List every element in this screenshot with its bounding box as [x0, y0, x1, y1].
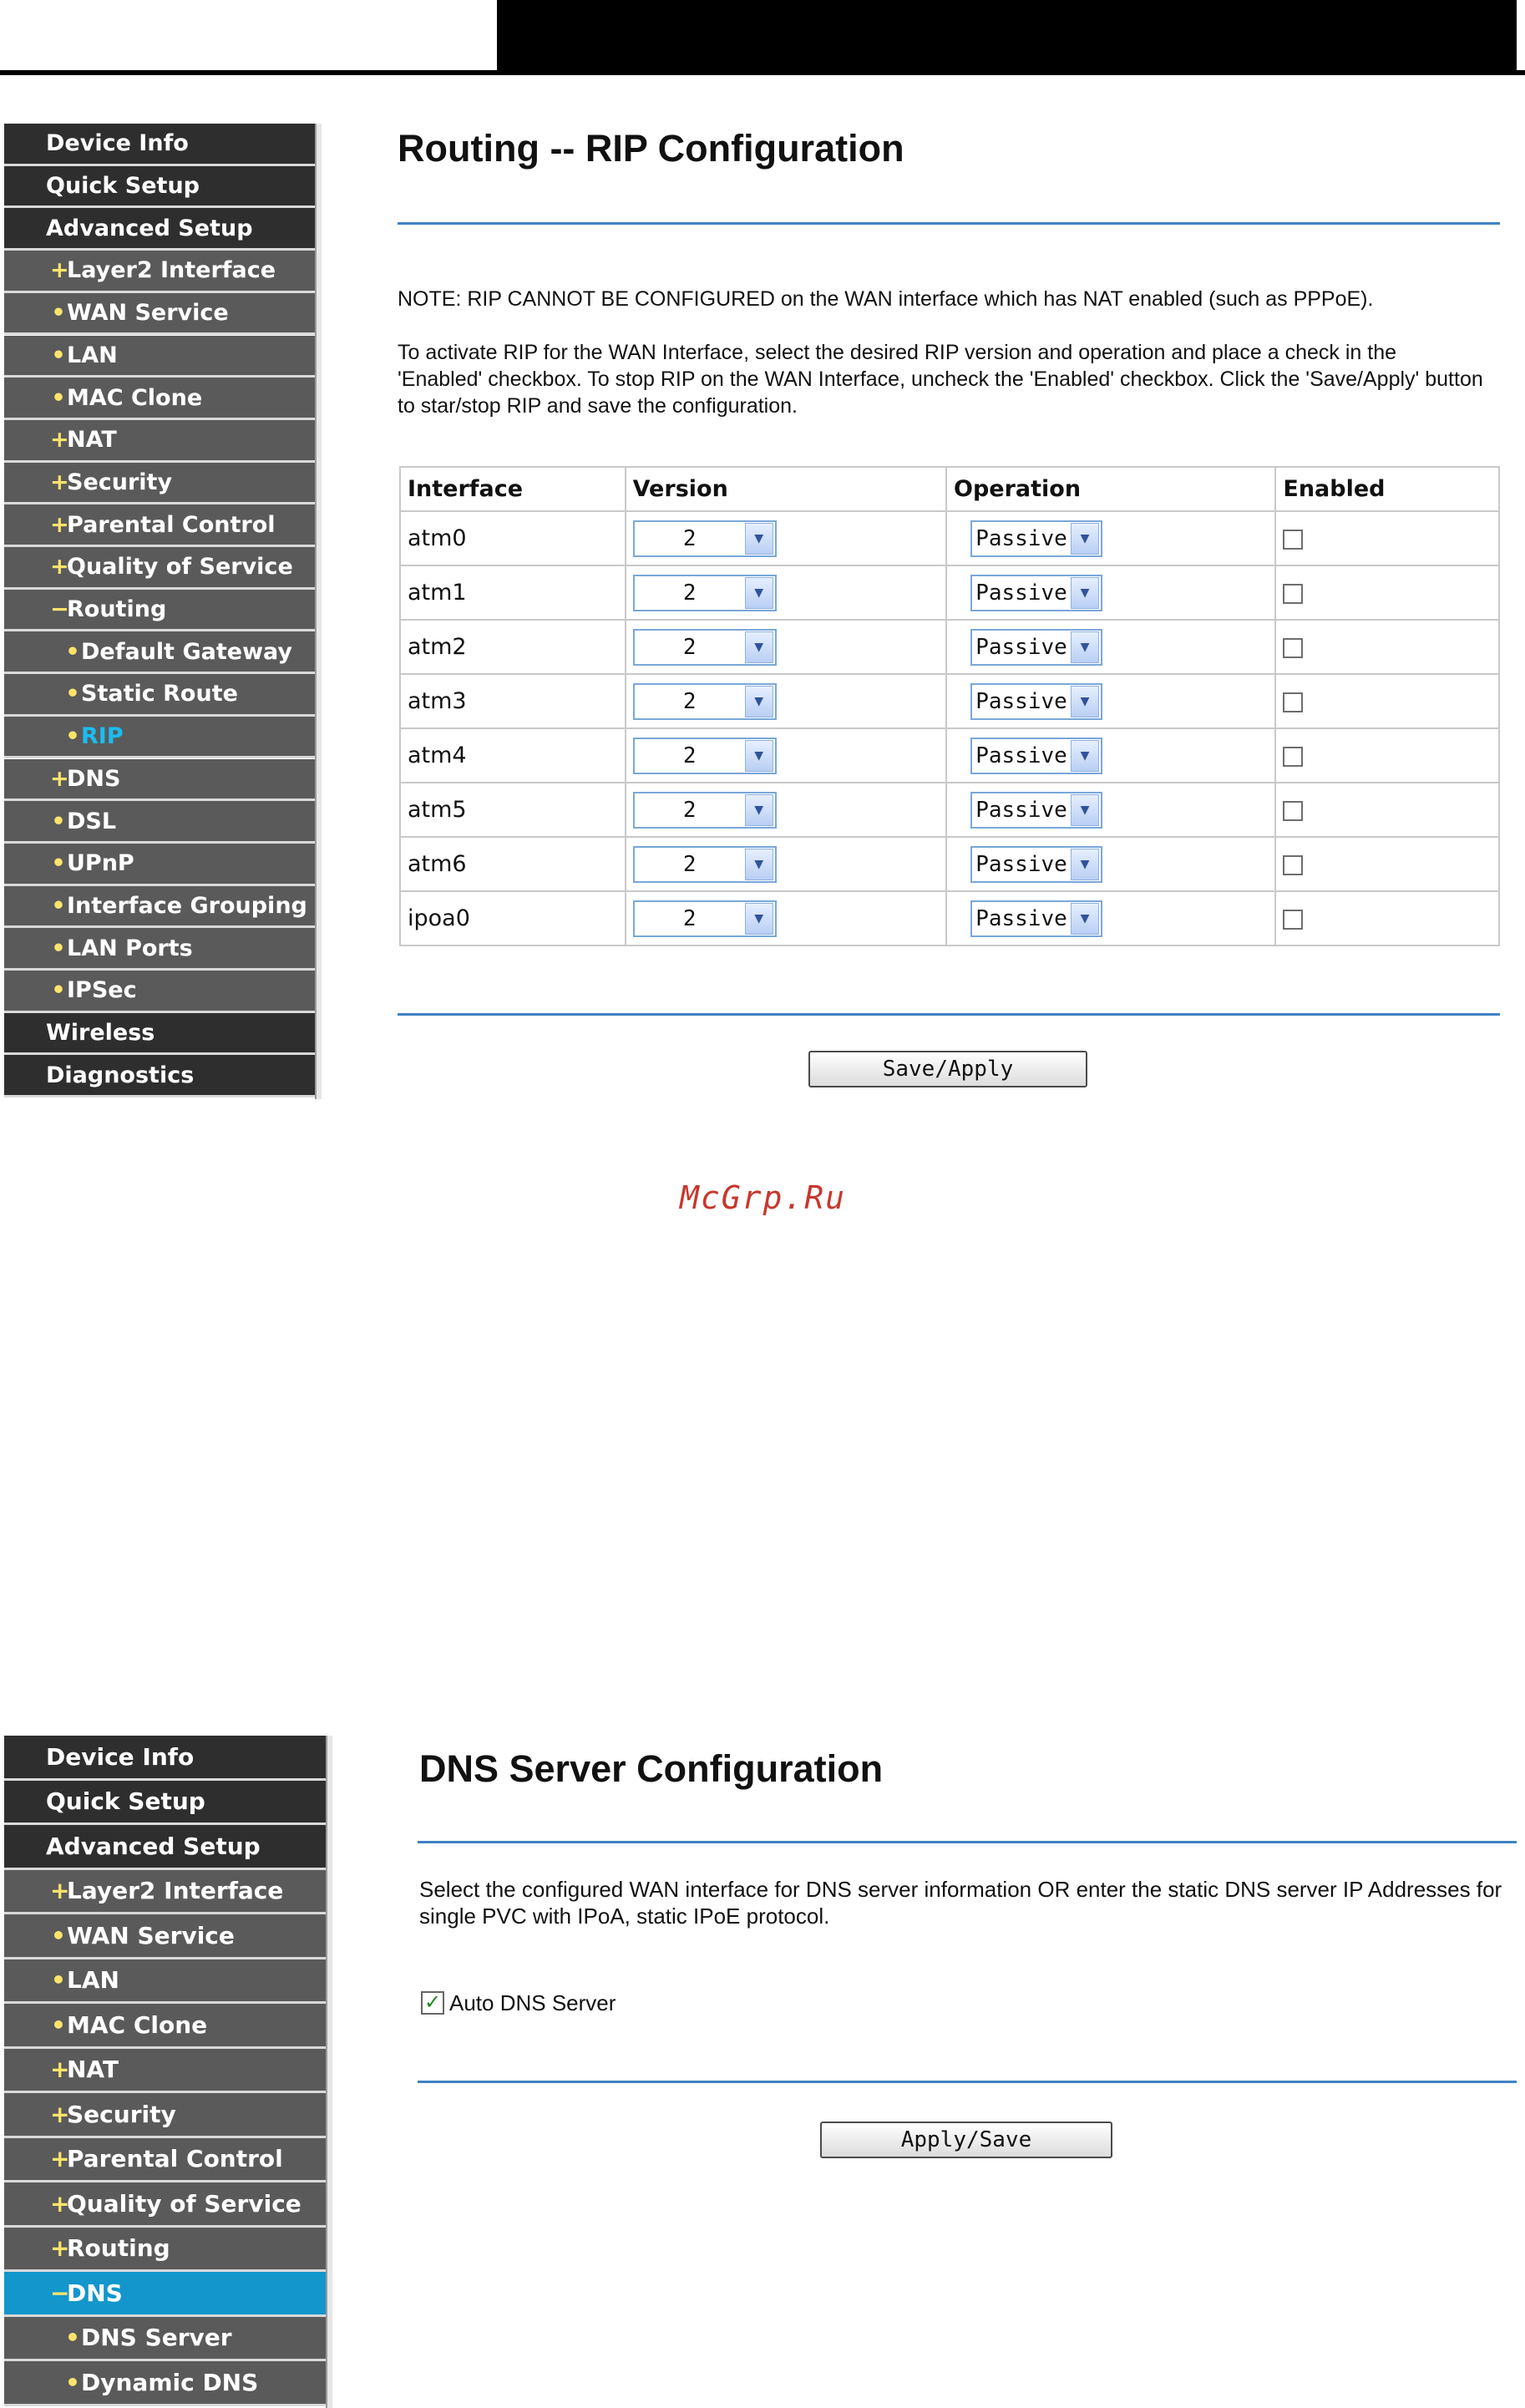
enabled-checkbox[interactable]	[1283, 910, 1303, 930]
sidebar-item-label: Parental Control	[67, 511, 276, 538]
rip-config-panel	[326, 124, 1503, 1099]
sidebar-item-label: LAN	[67, 1966, 119, 1995]
chevron-down-icon: ▼	[745, 577, 773, 609]
bullet-icon: •	[51, 808, 66, 834]
bullet-icon: •	[51, 300, 66, 327]
enabled-cell	[1275, 783, 1499, 837]
enabled-checkbox[interactable]	[1283, 530, 1303, 550]
version-cell	[626, 891, 946, 945]
sidebar-item-dns-server[interactable]	[4, 2317, 332, 2362]
sidebar-item-routing[interactable]	[4, 2228, 332, 2273]
version-value: 2	[682, 525, 697, 551]
sidebar-item-label: Advanced Setup	[46, 215, 253, 241]
operation-value: Passive	[975, 634, 1067, 660]
expand-icon: +	[50, 257, 69, 284]
sidebar-item-layer2-interface[interactable]	[4, 1870, 332, 1915]
sidebar-item-label: Device Info	[46, 130, 189, 157]
sidebar-item-label: Quick Setup	[46, 173, 200, 200]
sidebar-item-dsl[interactable]	[4, 801, 322, 844]
bullet-icon: •	[51, 935, 66, 961]
bullet-icon: •	[51, 1966, 66, 1995]
sidebar-item-mac-clone[interactable]	[4, 2004, 332, 2049]
chevron-down-icon: ▼	[1071, 849, 1099, 880]
interface-cell: atm2	[400, 620, 626, 674]
version-cell	[626, 565, 946, 620]
chevron-down-icon: ▼	[745, 740, 773, 772]
sidebar-item-parental-control[interactable]	[4, 504, 322, 547]
expand-icon: +	[50, 469, 69, 495]
sidebar-item-dns[interactable]	[4, 2272, 332, 2317]
sidebar-item-label: DNS Server	[81, 2324, 232, 2352]
expand-icon: +	[50, 554, 69, 580]
column-header-version: Version	[626, 467, 946, 511]
expand-icon: +	[50, 511, 69, 538]
operation-cell	[946, 837, 1275, 891]
sidebar-item-quick-setup[interactable]	[4, 1781, 332, 1826]
version-value: 2	[682, 580, 697, 606]
operation-value: Passive	[975, 851, 1067, 877]
sidebar-item-label: Device Info	[46, 1742, 195, 1771]
collapse-icon: −	[50, 2279, 70, 2307]
version-select[interactable]	[633, 846, 777, 883]
table-row	[400, 891, 1499, 945]
enabled-checkbox[interactable]	[1283, 584, 1303, 604]
sidebar-item-label: DSL	[67, 808, 117, 834]
version-select[interactable]	[633, 738, 777, 774]
operation-select[interactable]	[970, 846, 1102, 883]
version-select[interactable]	[633, 520, 777, 557]
sidebar-item-label: Quick Setup	[46, 1787, 205, 1816]
apply-save-button[interactable]: Apply/Save	[820, 2122, 1112, 2158]
expand-icon: +	[50, 2056, 70, 2084]
interface-cell: atm5	[400, 783, 626, 837]
sidebar-edge	[315, 124, 322, 1099]
bullet-icon: •	[65, 638, 80, 665]
sidebar-item-label: WAN Service	[67, 300, 229, 327]
sidebar-item-security[interactable]	[4, 2093, 332, 2138]
enabled-cell	[1275, 728, 1499, 783]
sidebar-item-interface-grouping[interactable]	[4, 886, 322, 929]
sidebar-item-static-route[interactable]	[4, 674, 322, 717]
table-row	[400, 620, 1499, 674]
operation-select[interactable]	[970, 629, 1102, 666]
version-value: 2	[682, 634, 697, 660]
save-apply-button[interactable]: Save/Apply	[808, 1051, 1087, 1087]
sidebar-item-label: DNS	[67, 765, 121, 792]
sidebar-item-label: WAN Service	[67, 1921, 235, 1949]
operation-select[interactable]	[970, 575, 1102, 611]
table-header-row	[400, 467, 1499, 511]
sidebar-item-nat[interactable]	[4, 2049, 332, 2094]
sidebar-item-label: MAC Clone	[67, 384, 203, 411]
rip-instructions: To activate RIP for the WAN Interface, select the desired RIP version and operation and place a check in the 'Enabled' checkbox. To stop RIP on the WAN Interface, uncheck the 'Enabled' checkbox. Click the 'Save/Apply' button to star/stop RIP and save the configuration.	[398, 341, 1483, 418]
sidebar-item-label: Security	[67, 2100, 176, 2128]
enabled-checkbox[interactable]	[1283, 855, 1303, 875]
chevron-down-icon: ▼	[1071, 577, 1099, 609]
operation-cell	[946, 565, 1275, 620]
sidebar-item-label: NAT	[67, 2056, 119, 2084]
version-select[interactable]	[633, 792, 777, 829]
sidebar-nav-dns	[4, 1736, 332, 2408]
chevron-down-icon: ▼	[745, 903, 773, 935]
sidebar-item-label: RIP	[81, 723, 124, 750]
sidebar-item-lan[interactable]	[4, 1959, 332, 2005]
sidebar-item-label: Interface Grouping	[67, 892, 307, 919]
sidebar-item-label: Routing	[67, 2234, 170, 2263]
version-value: 2	[682, 688, 697, 714]
enabled-cell	[1275, 565, 1499, 620]
sidebar-item-upnp[interactable]	[4, 844, 322, 886]
sidebar-item-label: Quality of Service	[67, 2189, 301, 2218]
operation-select[interactable]	[970, 520, 1102, 557]
operation-select[interactable]	[970, 792, 1102, 829]
expand-icon: +	[50, 2189, 70, 2218]
title-divider	[398, 222, 1500, 225]
chevron-down-icon: ▼	[1071, 631, 1099, 663]
chevron-down-icon: ▼	[745, 794, 773, 826]
table-row	[400, 674, 1499, 728]
bullet-icon: •	[51, 342, 66, 368]
sidebar-item-label: Quality of Service	[67, 554, 293, 580]
operation-cell	[946, 620, 1275, 674]
version-select[interactable]	[633, 683, 777, 720]
sidebar-item-label: Wireless	[46, 1020, 155, 1047]
column-header-operation: Operation	[946, 467, 1275, 511]
sidebar-item-wan-service[interactable]	[4, 1914, 332, 1959]
enabled-checkbox[interactable]	[1283, 801, 1303, 821]
version-cell	[626, 511, 946, 565]
operation-value: Passive	[975, 688, 1067, 714]
sidebar-item-label: Routing	[67, 596, 167, 623]
enabled-checkbox[interactable]	[1283, 747, 1303, 767]
version-select[interactable]	[633, 575, 777, 611]
chevron-down-icon: ▼	[1071, 740, 1099, 772]
operation-select[interactable]	[970, 683, 1102, 720]
version-value: 2	[682, 905, 697, 931]
operation-cell	[946, 511, 1275, 565]
expand-icon: +	[50, 2234, 70, 2263]
enabled-cell	[1275, 674, 1499, 728]
interface-cell: atm4	[400, 728, 626, 783]
sidebar-item-label: Static Route	[81, 681, 238, 707]
table-row	[400, 783, 1499, 837]
operation-cell	[946, 728, 1275, 783]
interface-cell: ipoa0	[400, 891, 626, 945]
sidebar-item-security[interactable]	[4, 463, 322, 505]
sidebar-item-wan-service[interactable]	[4, 293, 322, 336]
bottom-divider	[418, 2081, 1517, 2083]
version-cell	[626, 837, 946, 891]
bottom-divider	[398, 1013, 1500, 1016]
operation-cell	[946, 891, 1275, 945]
bullet-icon: •	[51, 1921, 66, 1949]
nat-note: NOTE: RIP CANNOT BE CONFIGURED on the WAN interface which has NAT enabled (such as PPPoE).	[398, 287, 1374, 311]
sidebar-item-label: NAT	[67, 427, 117, 454]
expand-icon: +	[50, 2100, 70, 2128]
sidebar-item-dns[interactable]	[4, 759, 322, 802]
operation-value: Passive	[975, 580, 1067, 606]
sidebar-item-device-info[interactable]	[4, 1736, 332, 1781]
sidebar-item-label: MAC Clone	[67, 2010, 208, 2039]
enabled-checkbox[interactable]	[1283, 692, 1303, 712]
version-cell	[626, 783, 946, 837]
chevron-down-icon: ▼	[1071, 523, 1099, 555]
watermark-text: McGrp.Ru	[680, 1179, 847, 1216]
operation-value: Passive	[975, 905, 1067, 931]
dns-description: Select the configured WAN interface for DNS server information OR enter the static DNS server IP Addresses for single PVC with IPoA, static IPoE protocol.	[419, 1877, 1502, 1929]
table-row	[400, 511, 1499, 565]
sidebar-item-dynamic-dns[interactable]	[4, 2361, 332, 2406]
sidebar-item-lan-ports[interactable]	[4, 928, 322, 971]
bullet-icon: •	[51, 892, 66, 919]
page-title: Routing -- RIP Configuration	[398, 127, 904, 170]
sidebar-item-label: Security	[67, 469, 173, 495]
enabled-checkbox[interactable]	[1283, 638, 1303, 658]
expand-icon: +	[50, 765, 69, 792]
bullet-icon: •	[65, 2368, 80, 2396]
sidebar-item-routing[interactable]	[4, 590, 322, 632]
operation-value: Passive	[975, 743, 1067, 768]
version-select[interactable]	[633, 900, 777, 937]
enabled-cell	[1275, 891, 1499, 945]
table-row	[400, 837, 1499, 891]
sidebar-item-mac-clone[interactable]	[4, 378, 322, 420]
version-cell	[626, 620, 946, 674]
sidebar-item-wireless[interactable]	[4, 1013, 322, 1056]
rip-table	[399, 466, 1500, 946]
sidebar-item-label: IPSec	[67, 977, 137, 1004]
page-title: DNS Server Configuration	[419, 1747, 884, 1790]
auto-dns-checkbox[interactable]: ✓	[421, 1991, 444, 2015]
sidebar-item-default-gateway[interactable]	[4, 631, 322, 674]
bullet-icon: •	[65, 681, 80, 707]
sidebar-item-quick-setup[interactable]	[4, 166, 322, 209]
bullet-icon: •	[65, 723, 80, 750]
bullet-icon: •	[51, 850, 66, 877]
version-value: 2	[682, 743, 697, 768]
operation-cell	[946, 783, 1275, 837]
interface-cell: atm3	[400, 674, 626, 728]
sidebar-edge	[326, 1736, 332, 2408]
column-header-interface: Interface	[400, 467, 626, 511]
bullet-icon: •	[65, 2324, 80, 2352]
sidebar-item-ipsec[interactable]	[4, 971, 322, 1013]
interface-cell: atm6	[400, 837, 626, 891]
sidebar-item-advanced-setup[interactable]	[4, 208, 322, 251]
table-row	[400, 565, 1499, 620]
sidebar-item-advanced-setup[interactable]	[4, 1825, 332, 1870]
table-row	[400, 728, 1499, 783]
chevron-down-icon: ▼	[1071, 903, 1099, 935]
expand-icon: +	[50, 1877, 70, 1905]
sidebar-item-label: UPnP	[67, 850, 134, 877]
enabled-cell	[1275, 837, 1499, 891]
sidebar-item-device-info[interactable]	[4, 124, 322, 166]
version-cell	[626, 728, 946, 783]
chevron-down-icon: ▼	[745, 686, 773, 717]
sidebar-item-label: Layer2 Interface	[67, 1877, 284, 1905]
bullet-icon: •	[51, 384, 66, 411]
sidebar-item-label: Advanced Setup	[46, 1832, 261, 1860]
header-rule	[0, 70, 1525, 75]
version-value: 2	[682, 851, 697, 877]
chevron-down-icon: ▼	[745, 849, 773, 880]
version-select[interactable]	[633, 629, 777, 666]
auto-dns-label: Auto DNS Server	[449, 1990, 616, 2015]
sidebar-item-label: Default Gateway	[81, 638, 293, 665]
sidebar-item-label: LAN	[67, 342, 118, 368]
sidebar-item-label: Parental Control	[67, 2145, 283, 2173]
chevron-down-icon: ▼	[1071, 794, 1099, 826]
sidebar-item-nat[interactable]	[4, 420, 322, 463]
bullet-icon: •	[51, 977, 66, 1004]
enabled-cell	[1275, 620, 1499, 674]
bullet-icon: •	[51, 2010, 66, 2039]
operation-select[interactable]	[970, 738, 1102, 774]
chevron-down-icon: ▼	[745, 631, 773, 663]
sidebar-item-layer2-interface[interactable]	[4, 251, 322, 293]
operation-value: Passive	[975, 797, 1067, 823]
operation-select[interactable]	[970, 900, 1102, 937]
interface-cell: atm1	[400, 565, 626, 620]
sidebar-nav-rip	[4, 124, 322, 1099]
sidebar-item-quality-of-service[interactable]	[4, 2182, 332, 2228]
interface-cell: atm0	[400, 511, 626, 565]
version-value: 2	[682, 797, 697, 823]
title-divider	[418, 1841, 1517, 1843]
sidebar-item-label: Dynamic DNS	[81, 2368, 259, 2396]
sidebar-item-rip[interactable]	[4, 717, 322, 759]
header-black-bar	[497, 0, 1517, 70]
sidebar-item-label: LAN Ports	[67, 935, 193, 961]
expand-icon: +	[50, 427, 69, 454]
dns-config-panel	[334, 1736, 1517, 2408]
sidebar-item-lan[interactable]	[4, 336, 322, 378]
expand-icon: +	[50, 2145, 70, 2173]
enabled-cell	[1275, 511, 1499, 565]
sidebar-item-parental-control[interactable]	[4, 2138, 332, 2183]
version-cell	[626, 674, 946, 728]
column-header-enabled: Enabled	[1275, 467, 1499, 511]
sidebar-item-label: Layer2 Interface	[67, 257, 276, 284]
sidebar-item-diagnostics[interactable]	[4, 1055, 322, 1098]
collapse-icon: −	[50, 596, 69, 623]
chevron-down-icon: ▼	[745, 523, 773, 555]
sidebar-item-label: Diagnostics	[46, 1062, 195, 1088]
sidebar-item-label: DNS	[67, 2279, 123, 2307]
operation-value: Passive	[975, 525, 1067, 551]
chevron-down-icon: ▼	[1071, 686, 1099, 717]
sidebar-item-quality-of-service[interactable]	[4, 547, 322, 590]
operation-cell	[946, 674, 1275, 728]
